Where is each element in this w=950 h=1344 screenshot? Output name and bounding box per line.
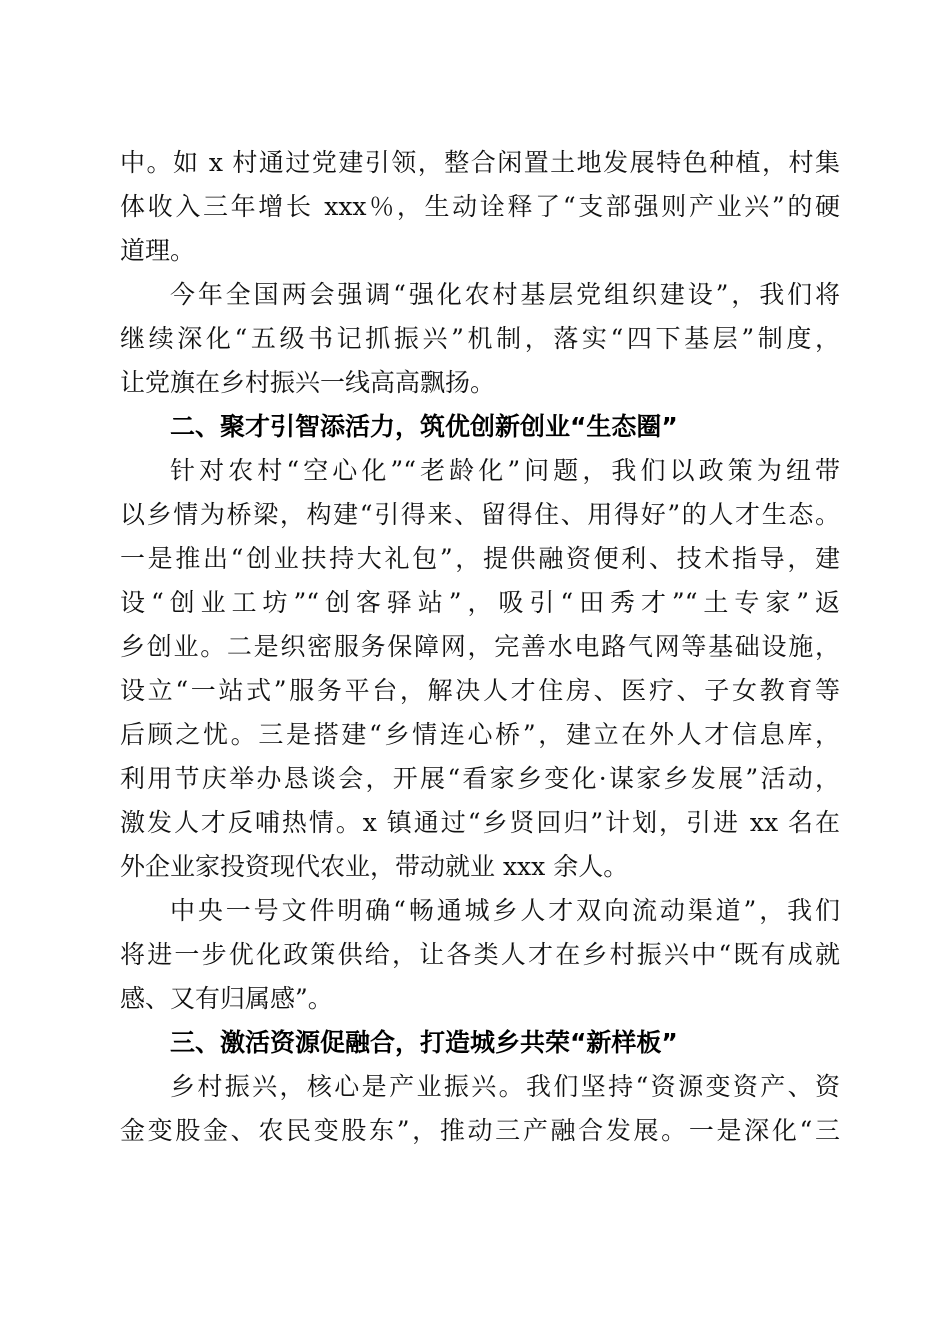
body-text-line: 中。如 x 村通过党建引领，整合闲置土地发展特色种植，村集 xyxy=(120,148,840,177)
body-text-line: 金变股金、农民变股东”，推动三产融合发展。一是深化“三 xyxy=(120,1116,840,1145)
body-text-line: 体收入三年增长 xxx％，生动诠释了“支部强则产业兴”的硬 xyxy=(120,192,840,221)
body-text-line: 感、又有归属感”。 xyxy=(120,984,333,1013)
body-text-line: 针对农村“空心化”“老龄化”问题，我们以政策为纽带 xyxy=(170,456,840,485)
body-text-line: 乡创业。二是织密服务保障网，完善水电路气网等基础设施， xyxy=(120,632,840,661)
body-text-line: 激发人才反哺热情。x 镇通过“乡贤回归”计划，引进 xx 名在 xyxy=(120,808,840,837)
body-text-line: 后顾之忧。三是搭建“乡情连心桥”，建立在外人才信息库， xyxy=(120,720,840,749)
body-text-line: 以乡情为桥梁，构建“引得来、留得住、用得好”的人才生态。 xyxy=(120,500,840,529)
body-text-line: 将进一步优化政策供给，让各类人才在乡村振兴中“既有成就 xyxy=(120,940,840,969)
body-text-line: 今年全国两会强调“强化农村基层党组织建设”，我们将 xyxy=(170,280,840,309)
body-text-line: 道理。 xyxy=(120,236,196,265)
section-heading: 三、激活资源促融合，打造城乡共荣“新样板” xyxy=(170,1028,678,1057)
body-text-line: 设立“一站式”服务平台，解决人才住房、医疗、子女教育等 xyxy=(120,676,840,705)
body-text-line: 乡村振兴，核心是产业振兴。我们坚持“资源变资产、资 xyxy=(170,1072,840,1101)
body-text-line: 中央一号文件明确“畅通城乡人才双向流动渠道”，我们 xyxy=(170,896,840,925)
body-text-line: 让党旗在乡村振兴一线高高飘扬。 xyxy=(120,368,496,397)
section-heading: 二、聚才引智添活力，筑优创新创业“生态圈” xyxy=(170,412,678,441)
body-text-line: 外企业家投资现代农业，带动就业 xxx 余人。 xyxy=(120,852,629,881)
body-text-line: 设“创业工坊”“创客驿站”，吸引“田秀才”“土专家”返 xyxy=(120,588,840,617)
body-text-line: 一是推出“创业扶持大礼包”，提供融资便利、技术指导，建 xyxy=(120,544,840,573)
body-text-line: 继续深化“五级书记抓振兴”机制，落实“四下基层”制度， xyxy=(120,324,840,353)
body-text-line: 利用节庆举办恳谈会，开展“看家乡变化·谋家乡发展”活动， xyxy=(120,764,840,793)
